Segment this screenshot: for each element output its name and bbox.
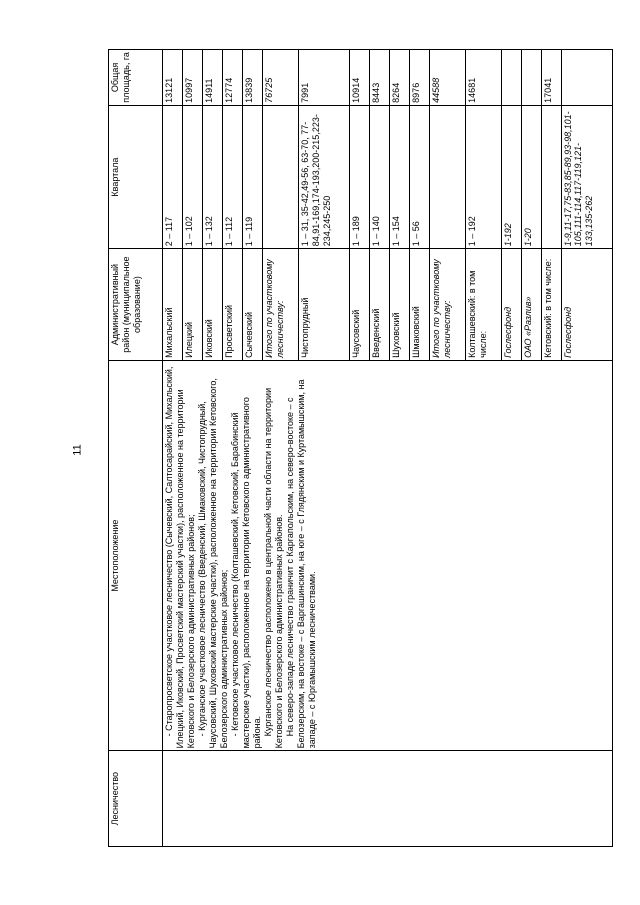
quarters-cell: 1-192 bbox=[501, 105, 521, 248]
district-cell: Чаусовский bbox=[350, 249, 370, 361]
quarters-cell: 1 – 140 bbox=[370, 105, 390, 248]
location-paragraph: - Старопросветское участковое лесничество (Сычевский, Салтосарайский, Михальский, Илецкий, Иковский, Просветский мастерский участки), расположенное на территории Кетовского и Белозерского административных районов; bbox=[164, 366, 196, 749]
district-cell: ОАО «Разлив» bbox=[521, 249, 541, 361]
location-paragraph: - Кетовское участковое лесничество (Колташевский, Кетовский, Барабинский мастерские участки), расположенное на территории Кетовского административного района. bbox=[229, 397, 262, 749]
area-cell bbox=[501, 50, 521, 106]
location-paragraph: - Курганское участковое лесничество (Введенский, Шмаковский, Чистопрудный, Чаусовский, Шуховский мастерские участки), расположенное на территории Кетовского, Белозерского административных районов; bbox=[196, 378, 229, 749]
district-cell: Гослесфонд bbox=[501, 249, 521, 361]
district-cell: Колташевский: в том числе: bbox=[465, 249, 501, 361]
table-row bbox=[163, 50, 183, 847]
quarters-cell: 1 – 31, 35-42,49-56, 63-70, 77-84,91-169,174-193,200-215,223-234,245-250 bbox=[298, 105, 349, 248]
page-number: 11 bbox=[71, 444, 84, 456]
forestry-cell bbox=[163, 751, 613, 847]
district-cell: Гослесфонд bbox=[561, 249, 612, 361]
area-cell: 76725 bbox=[263, 50, 299, 106]
area-cell: 17041 bbox=[541, 50, 561, 106]
location-paragraph: Курганское лесничество расположено в центральной части области на территории Кетовского и Белозерского административных районов. bbox=[262, 387, 284, 749]
area-cell: 12774 bbox=[223, 50, 243, 106]
quarters-cell: 2 – 117 bbox=[163, 105, 183, 248]
area-cell: 14681 bbox=[465, 50, 501, 106]
quarters-cell: 1 – 154 bbox=[390, 105, 410, 248]
quarters-cell: 1 – 56 bbox=[410, 105, 430, 248]
quarters-cell: 1 – 132 bbox=[203, 105, 223, 248]
district-cell: Сычевский bbox=[243, 249, 263, 361]
header-quarters: Квартала bbox=[109, 105, 163, 248]
area-cell bbox=[521, 50, 541, 106]
rotated-table-container bbox=[108, 49, 613, 847]
district-cell: Просветский bbox=[223, 249, 243, 361]
location-cell bbox=[163, 360, 613, 751]
area-cell: 13121 bbox=[163, 50, 183, 106]
quarters-cell: 1 – 102 bbox=[183, 105, 203, 248]
area-cell bbox=[561, 50, 612, 106]
district-cell: Итого по участковому лесничеству: bbox=[430, 249, 466, 361]
quarters-cell: 1 – 119 bbox=[243, 105, 263, 248]
area-cell: 7991 bbox=[298, 50, 349, 106]
quarters-cell: 1 – 112 bbox=[223, 105, 243, 248]
area-cell: 14911 bbox=[203, 50, 223, 106]
table-body bbox=[163, 50, 613, 847]
header-area: Общая площадь, га bbox=[109, 50, 163, 106]
area-cell: 10914 bbox=[350, 50, 370, 106]
district-cell: Чистопрудный bbox=[298, 249, 349, 361]
quarters-cell bbox=[541, 105, 561, 248]
location-paragraph: На северо-западе лесничество граничит с Каргапольским, на северо-востоке – с Белозерским, на востоке – с Варгашинским, на юге – с Глядянским и Куртамышским, на западе – с Юргамышским лесничествами. bbox=[284, 379, 317, 749]
district-cell: Введенский bbox=[370, 249, 390, 361]
district-cell: Илецкий bbox=[183, 249, 203, 361]
quarters-cell: 1 – 192 bbox=[465, 105, 501, 248]
table-header-row bbox=[109, 50, 163, 847]
area-cell: 8976 bbox=[410, 50, 430, 106]
quarters-cell: 1-9,11-17,75-83,85-89,93-98,101-105,111-114,117-119,121-133,135-262 bbox=[561, 105, 612, 248]
area-cell: 8264 bbox=[390, 50, 410, 106]
district-cell: Итого по участковому лесничеству: bbox=[263, 249, 299, 361]
district-cell: Шмаковский bbox=[410, 249, 430, 361]
quarters-cell: 1 – 189 bbox=[350, 105, 370, 248]
quarters-cell: 1-20 bbox=[521, 105, 541, 248]
area-cell: 10997 bbox=[183, 50, 203, 106]
forestry-table bbox=[108, 49, 613, 847]
area-cell: 13839 bbox=[243, 50, 263, 106]
quarters-cell bbox=[263, 105, 299, 248]
area-cell: 8443 bbox=[370, 50, 390, 106]
quarters-cell bbox=[430, 105, 466, 248]
header-location: Местоположение bbox=[109, 360, 163, 751]
district-cell: Иковский bbox=[203, 249, 223, 361]
district-cell: Михальский bbox=[163, 249, 183, 361]
district-cell: Кетовский: в том числе: bbox=[541, 249, 561, 361]
header-forestry: Лесничество bbox=[109, 751, 163, 847]
header-district: Административный район (муниципальное образование) bbox=[109, 249, 163, 361]
area-cell: 44588 bbox=[430, 50, 466, 106]
district-cell: Шуховский bbox=[390, 249, 410, 361]
